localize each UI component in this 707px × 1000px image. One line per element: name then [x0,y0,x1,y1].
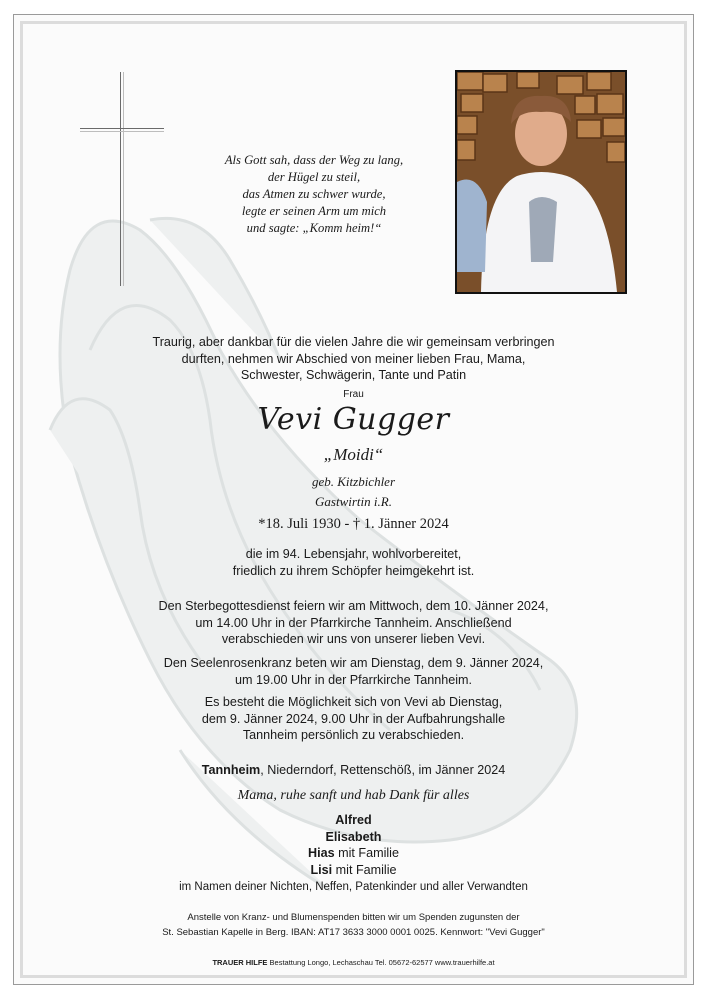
mourner-row [0,845,707,862]
mourner-row [0,812,707,829]
place-rest: , Niederndorf, Rettenschöß, im Jänner 2024 [260,763,506,777]
poem-line: das Atmen zu schwer wurde, [242,187,386,201]
mourner-suffix: mit Familie [332,862,397,877]
deceased-name: Vevi Gugger [257,402,450,437]
death-line: friedlich zu ihrem Schöpfer heimgekehrt ist. [232,563,475,578]
viewing-line: Es besteht die Möglichkeit sich von Vevi ab Dienstag, [204,695,503,709]
cross-vertical [120,72,121,286]
mourner-suffix: mit Familie [334,846,399,860]
mourner-name: Elisabeth [325,829,382,844]
viewing-text [0,694,707,744]
footer-text: Bestattung Longo, Lechaschau Tel. 05672-62577 www.trauerhilfe.at [267,958,495,967]
funeral-text [0,598,707,648]
footer-imprint [0,958,707,967]
mourners-note: im Namen deiner Nichten, Neffen, Patenkinder und aller Verwandten [179,881,528,893]
rosary-text [0,655,707,688]
viewing-line: dem 9. Jänner 2024, 9.00 Uhr in der Aufbahrungshalle [201,711,506,726]
intro-line: Traurig, aber dankbar für die vielen Jahre die wir gemeinsam verbringen [152,335,555,349]
cross-horizontal [80,128,164,129]
poem-line: Als Gott sah, dass der Weg zu lang, [224,153,404,167]
mourner-row [0,862,707,879]
mourner-name: Hias [308,846,335,860]
portrait-photo [455,70,627,294]
nickname: „Moidi“ [323,445,384,464]
place-bold: Tannheim [201,763,261,777]
poem [200,152,428,237]
poem-line: der Hügel zu steil, [267,170,361,184]
viewing-line: Tannheim persönlich zu verabschieden. [242,728,465,742]
mourners-list [0,812,707,878]
poem-line: und sagte: „Komm heim!“ [246,221,382,235]
intro-line: Schwester, Schwägerin, Tante und Patin [240,368,467,382]
intro-line: durften, nehmen wir Abschied von meiner lieben Frau, Mama, [181,351,526,366]
donation-note [0,910,707,940]
funeral-line: verabschieden wir uns von unserer lieben Vevi. [221,632,486,646]
death-text [0,546,707,579]
birth-name: geb. Kitzbichler [311,474,396,489]
death-line: die im 94. Lebensjahr, wohlvorbereitet, [245,547,462,561]
funeral-line: um 14.00 Uhr in der Pfarrkirche Tannheim. Anschließend [195,615,512,630]
donation-line: St. Sebastian Kapelle in Berg. IBAN: AT17 3633 3000 0001 0025. Kennwort: "Vevi Gugger" [162,927,545,938]
title-word: Frau [343,389,364,400]
rosary-line: Den Seelenrosenkranz beten wir am Dienstag, dem 9. Jänner 2024, [163,656,544,670]
rosary-line: um 19.00 Uhr in der Pfarrkirche Tannheim. [234,672,473,687]
mourner-name: Lisi [310,862,333,877]
funeral-line: Den Sterbegottesdienst feiern wir am Mittwoch, dem 10. Jänner 2024, [158,599,549,613]
place-date-line [0,762,707,779]
intro-text [0,334,707,384]
mourner-row [0,829,707,846]
occupation: Gastwirtin i.R. [315,494,392,509]
mourner-name: Alfred [335,813,372,827]
farewell-line: Mama, ruhe sanft und hab Dank für alles [237,788,470,803]
life-dates: *18. Juli 1930 - † 1. Jänner 2024 [258,516,449,532]
footer-brand: TRAUER HILFE [212,958,268,967]
poem-line: legte er seinen Arm um mich [241,204,387,218]
donation-line: Anstelle von Kranz- und Blumenspenden bitten wir um Spenden zugunsten der [187,912,520,923]
